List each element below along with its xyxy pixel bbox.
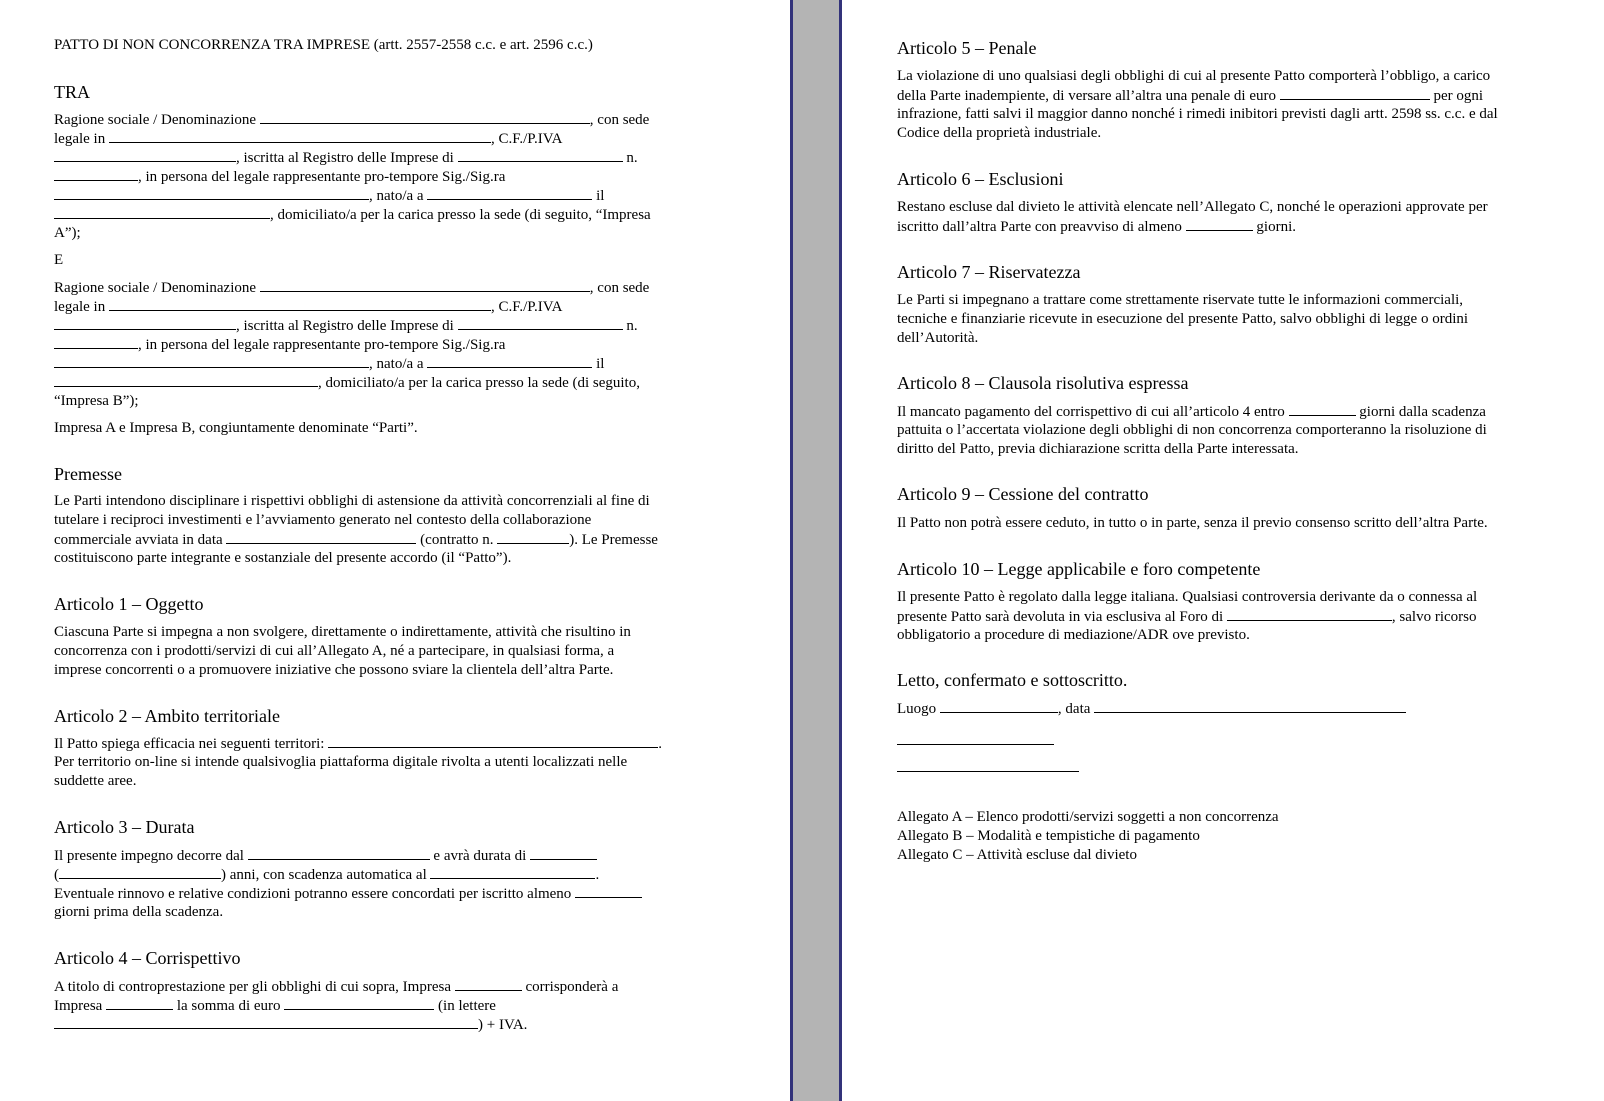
document-title: PATTO DI NON CONCORRENZA TRA IMPRESE (artt. 2557-2558 c.c. e art. 2596 c.c.)	[54, 37, 593, 53]
art3-heading: Articolo 3 – Durata	[54, 817, 195, 837]
art8-line-3: diritto del Patto, previa dichiarazione scritta della Parte interessata.	[897, 441, 1299, 457]
art5-heading: Articolo 5 – Penale	[897, 38, 1037, 58]
art4-line-3: ) + IVA.	[54, 1015, 527, 1035]
art3-duration-words-blank[interactable]	[59, 865, 221, 879]
art7-heading: Articolo 7 – Riservatezza	[897, 262, 1081, 282]
art5-line-2: della Parte inadempiente, di versare all’altra una penale di euro per ogni	[897, 88, 1484, 104]
closing-place-date-line: Luogo , data	[897, 699, 1406, 719]
art1-heading: Articolo 1 – Oggetto	[54, 594, 204, 614]
art4-heading: Articolo 4 – Corrispettivo	[54, 948, 241, 968]
allegato-c: Allegato C – Attività escluse dal divieto	[897, 847, 1137, 863]
art8-line-1: Il mancato pagamento del corrispettivo di cui all’articolo 4 entro giorni dalla scadenza	[897, 404, 1486, 420]
art7-line-3: dell’Autorità.	[897, 330, 979, 346]
premesse-line-2: tutelare i reciproci investimenti e l’avviamento generato nel contesto della collaborazione	[54, 512, 592, 528]
party-a-vat-blank[interactable]	[54, 148, 236, 162]
party-a-line-7: A”);	[54, 225, 81, 241]
art9-heading: Articolo 9 – Cessione del contratto	[897, 484, 1149, 504]
art8-days-blank[interactable]	[1289, 402, 1356, 416]
art2-territory-blank[interactable]	[328, 734, 658, 748]
party-a-line-4: , in persona del legale rappresentante pro-tempore Sig./Sig.ra	[54, 167, 505, 187]
art3-line-2: ( ) anni, con scadenza automatica al .	[54, 867, 600, 883]
art3-duration-blank[interactable]	[530, 846, 597, 860]
art1-line-3: imprese concorrenti o a promuovere iniziative che possono sviare la clientela dell’altra Parte.	[54, 662, 614, 678]
closing-heading: Letto, confermato e sottoscritto.	[897, 670, 1128, 690]
art6-line-1: Restano escluse dal divieto le attività elencate nell’Allegato C, nonché le operazioni approvate per	[897, 199, 1488, 215]
party-b-birthplace-blank[interactable]	[427, 354, 592, 368]
party-a-birthdate-blank[interactable]	[54, 205, 270, 219]
art2-line-3: suddette aree.	[54, 773, 137, 789]
premesse-line-3: commerciale avviata in data (contratto n. ). Le Premesse	[54, 532, 658, 548]
art4-amount-blank[interactable]	[284, 996, 434, 1010]
art3-renewal-days-blank[interactable]	[575, 884, 642, 898]
art5-line-4: Codice della proprietà industriale.	[897, 125, 1102, 141]
document-page-left[interactable]	[0, 0, 790, 1101]
art5-penalty-blank[interactable]	[1280, 86, 1430, 100]
document-page-right[interactable]	[842, 0, 1604, 1101]
parties-definition: Impresa A e Impresa B, congiuntamente denominate “Parti”.	[54, 420, 418, 436]
art4-line-1: A titolo di controprestazione per gli obblighi di cui sopra, Impresa corrisponderà a	[54, 979, 619, 995]
art10-line-2: presente Patto sarà devoluta in via esclusiva al Foro di , salvo ricorso	[897, 609, 1477, 625]
premesse-contract-blank[interactable]	[497, 530, 569, 544]
party-b-line-2: legale in , C.F./P.IVA	[54, 299, 563, 315]
art9-line-1: Il Patto non potrà essere ceduto, in tutto o in parte, senza il previo consenso scritto dell’altra Parte.	[897, 515, 1488, 531]
art8-line-2: pattuita o l’accertata violazione degli obblighi di non concorrenza comporteranno la risoluzione di	[897, 422, 1487, 438]
party-a-birthplace-blank[interactable]	[427, 186, 592, 200]
party-a-seat-blank[interactable]	[109, 129, 491, 143]
art10-court-blank[interactable]	[1227, 607, 1392, 621]
art3-line-4: giorni prima della scadenza.	[54, 904, 224, 920]
party-b-number-blank[interactable]	[54, 335, 138, 349]
art10-line-1: Il presente Patto è regolato dalla legge italiana. Qualsiasi controversia derivante da o connessa al	[897, 589, 1478, 605]
allegato-a: Allegato A – Elenco prodotti/servizi soggetti a non concorrenza	[897, 809, 1279, 825]
party-b-name-blank[interactable]	[260, 278, 590, 292]
party-b-representative-blank[interactable]	[54, 354, 369, 368]
premesse-line-1: Le Parti intendono disciplinare i rispettivi obblighi di astensione da attività concorrenziali al fine di	[54, 493, 650, 509]
party-a-number-blank[interactable]	[54, 167, 138, 181]
party-a-line-5: , nato/a a il	[54, 186, 604, 206]
party-a-representative-blank[interactable]	[54, 186, 369, 200]
party-b-seat-blank[interactable]	[109, 297, 491, 311]
art10-heading: Articolo 10 – Legge applicabile e foro competente	[897, 559, 1261, 579]
art3-line-1: Il presente impegno decorre dal e avrà durata di	[54, 846, 597, 866]
art1-line-1: Ciascuna Parte si impegna a non svolgere, direttamente o indirettamente, attività che risultino in	[54, 624, 631, 640]
party-a-line-1: Ragione sociale / Denominazione , con sede	[54, 112, 650, 128]
party-b-line-1: Ragione sociale / Denominazione , con sede	[54, 280, 650, 296]
art2-line-1: Il Patto spiega efficacia nei seguenti territori: .	[54, 736, 662, 752]
art8-heading: Articolo 8 – Clausola risolutiva espressa	[897, 373, 1189, 393]
art7-line-1: Le Parti si impegnano a trattare come strettamente riservate tutte le informazioni commerciali,	[897, 292, 1464, 308]
art4-line-2: Impresa la somma di euro (in lettere	[54, 998, 496, 1014]
party-b-vat-blank[interactable]	[54, 316, 236, 330]
premesse-line-4: costituiscono parte integrante e sostanziale del presente accordo (il “Patto”).	[54, 550, 512, 566]
signature-line-2[interactable]	[897, 771, 1079, 772]
section-tra: TRA	[54, 82, 90, 102]
party-b-birthdate-blank[interactable]	[54, 373, 318, 387]
premesse-date-blank[interactable]	[226, 530, 416, 544]
party-b-line-6: , domiciliato/a per la carica presso la sede (di seguito,	[54, 373, 640, 393]
art2-heading: Articolo 2 – Ambito territoriale	[54, 706, 280, 726]
art5-line-1: La violazione di uno qualsiasi degli obblighi di cui al presente Patto comporterà l’obbligo, a carico	[897, 68, 1491, 84]
party-b-line-7: “Impresa B”);	[54, 393, 139, 409]
art5-line-3: infrazione, fatti salvi il maggior danno nonché i rimedi inibitori previsti dagli artt. 2598 ss. c.c. e dal	[897, 106, 1498, 122]
art7-line-2: tecniche e finanziarie ricevute in esecuzione del presente Patto, salvo obblighi di legge o ordini	[897, 311, 1469, 327]
page-gutter	[790, 0, 842, 1101]
premesse-heading: Premesse	[54, 464, 122, 484]
art1-line-2: concorrenza con i prodotti/servizi di cui all’Allegato A, né a partecipare, in qualsiasi forma, a	[54, 643, 615, 659]
art4-payer-blank[interactable]	[455, 977, 522, 991]
party-a-line-6: , domiciliato/a per la carica presso la sede (di seguito, “Impresa	[54, 205, 651, 225]
art6-line-2: iscritto dall’altra Parte con preavviso di almeno giorni.	[897, 219, 1296, 235]
art2-line-2: Per territorio on-line si intende qualsivoglia piattaforma digitale rivolta a utenti localizzati nelle	[54, 754, 628, 770]
art6-notice-days-blank[interactable]	[1186, 217, 1253, 231]
party-b-registry-blank[interactable]	[458, 316, 623, 330]
signature-line-1[interactable]	[897, 744, 1054, 745]
page-border-left	[790, 0, 793, 1101]
party-a-registry-blank[interactable]	[458, 148, 623, 162]
party-b-line-4: , in persona del legale rappresentante pro-tempore Sig./Sig.ra	[54, 335, 505, 355]
party-b-line-5: , nato/a a il	[54, 354, 604, 374]
closing-place-blank[interactable]	[940, 699, 1058, 713]
art3-start-date-blank[interactable]	[248, 846, 430, 860]
art6-heading: Articolo 6 – Esclusioni	[897, 169, 1064, 189]
art3-expiry-date-blank[interactable]	[430, 865, 595, 879]
art3-line-3: Eventuale rinnovo e relative condizioni potranno essere concordati per iscritto almeno	[54, 884, 642, 904]
party-a-name-blank[interactable]	[260, 110, 590, 124]
closing-date-blank[interactable]	[1094, 699, 1406, 713]
art4-payee-blank[interactable]	[106, 996, 173, 1010]
conjunction-e: E	[54, 252, 64, 268]
art4-amount-words-blank[interactable]	[54, 1015, 478, 1029]
party-a-line-2: legale in , C.F./P.IVA	[54, 131, 563, 147]
art10-line-3: obbligatorio a procedure di mediazione/ADR ove previsto.	[897, 627, 1250, 643]
allegato-b: Allegato B – Modalità e tempistiche di pagamento	[897, 828, 1200, 844]
party-a-line-3: , iscritta al Registro delle Imprese di n.	[54, 148, 638, 168]
party-b-line-3: , iscritta al Registro delle Imprese di n.	[54, 316, 638, 336]
